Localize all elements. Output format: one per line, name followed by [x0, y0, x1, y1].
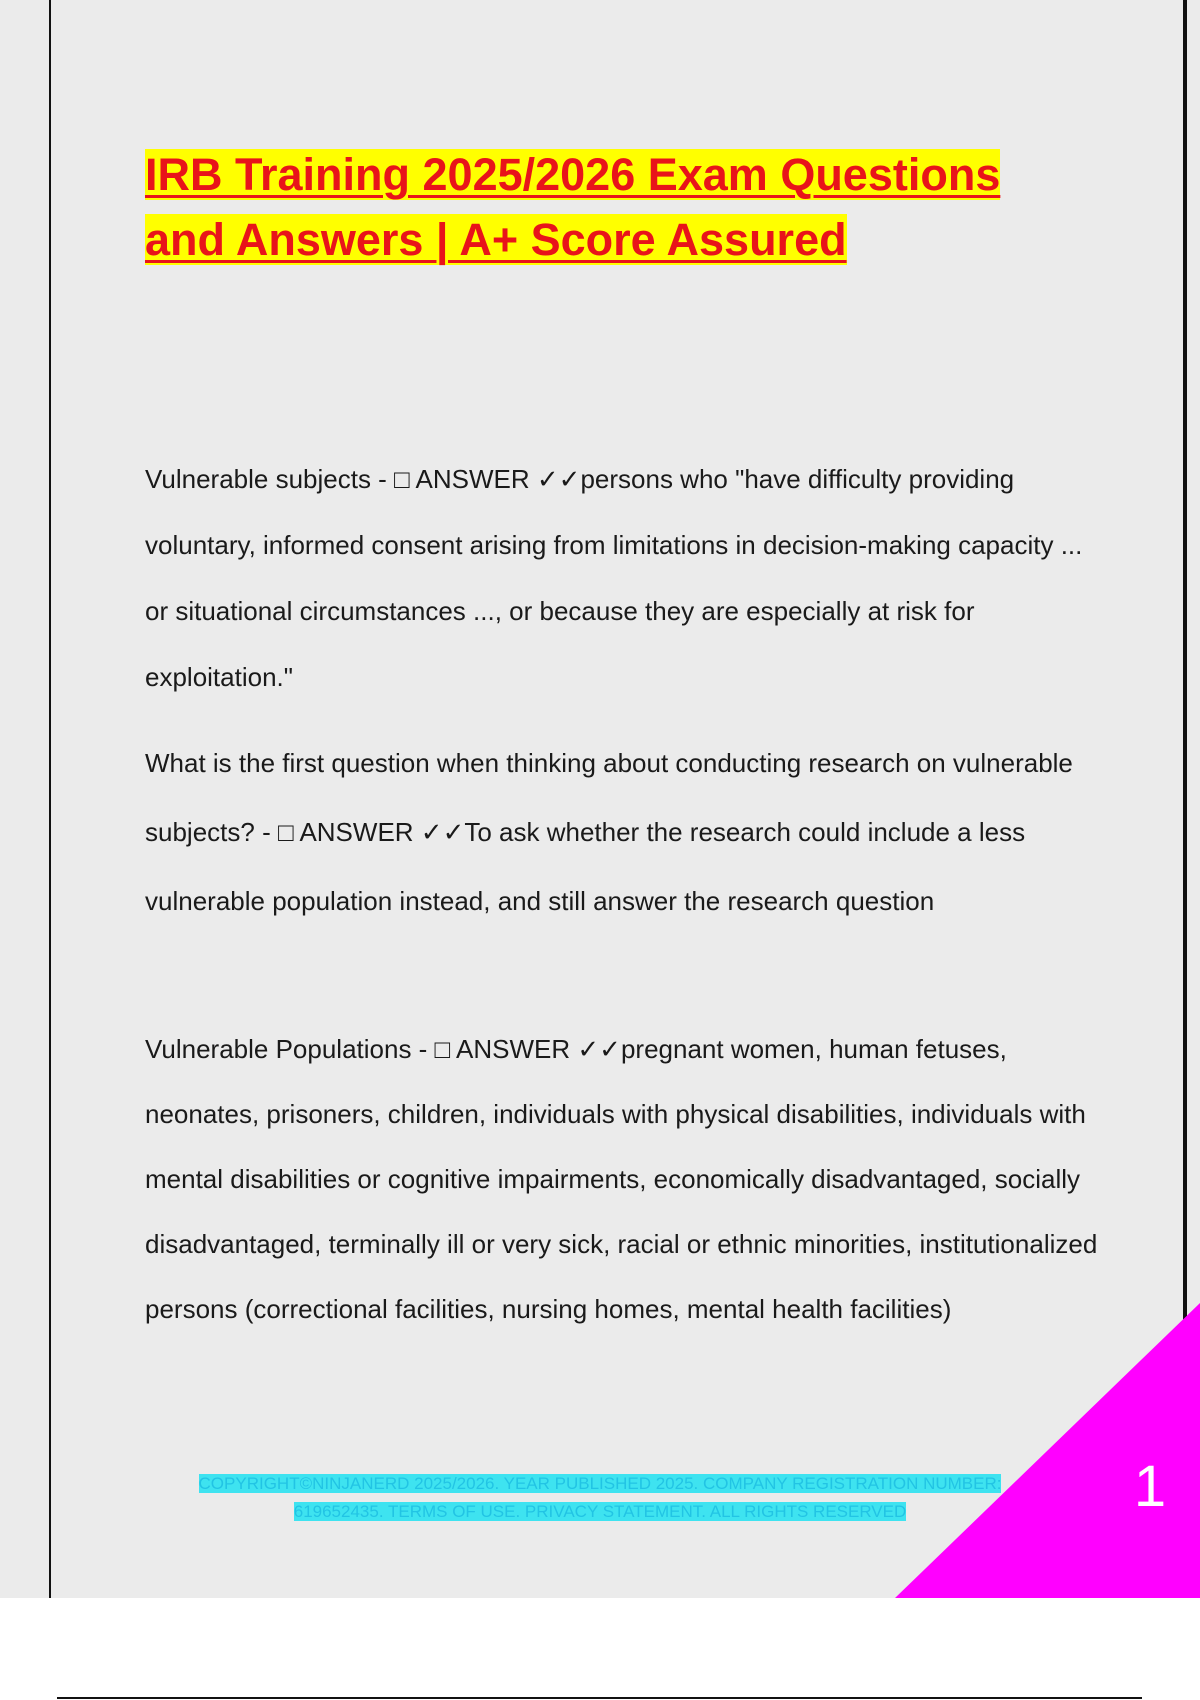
footer-line-1: COPYRIGHT©NINJANERD 2025/2026. YEAR PUBLISHED 2025. COMPANY REGISTRATION NUMBER: [198, 1474, 1002, 1493]
bottom-divider [57, 1697, 1142, 1699]
corner-triangle-decoration [895, 1303, 1200, 1598]
page-number: 1 [1133, 1454, 1167, 1519]
qa-item-vulnerable-populations: Vulnerable Populations - □ ANSWER ✓✓pregnant women, human fetuses, neonates, prisoners, children, individuals with physical disabilities, individuals with mental disabilities or cognitive impairments, economically disadvantaged, socially disadvantaged, terminally ill or very sick, racial or ethnic minorities, institutionalized persons (correctional facilities, nursing homes, mental health facilities) [145, 1034, 1098, 1324]
footer-line-2: 619652435. TERMS OF USE. PRIVACY STATEMENT. ALL RIGHTS RESERVED [293, 1502, 907, 1521]
title-line-1: IRB Training 2025/2026 Exam Questions [145, 149, 1001, 200]
corner-triangle-shape [895, 1303, 1200, 1598]
qa-item-vulnerable-subjects: Vulnerable subjects - □ ANSWER ✓✓persons who "have difficulty providing voluntary, informed consent arising from limitations in decision-making capacity ... or situational circumstances ..., or because they are especially at risk for exploitation." [145, 464, 1083, 692]
title-line-2: and Answers | A+ Score Assured [145, 214, 847, 265]
document-title [145, 142, 1105, 272]
qa-item-first-question: What is the first question when thinking about conducting research on vulnerable subjects? - □ ANSWER ✓✓To ask whether the research could include a less vulnerable population instead, and still answer the research question [145, 748, 1073, 916]
page-left-border [49, 0, 51, 1598]
